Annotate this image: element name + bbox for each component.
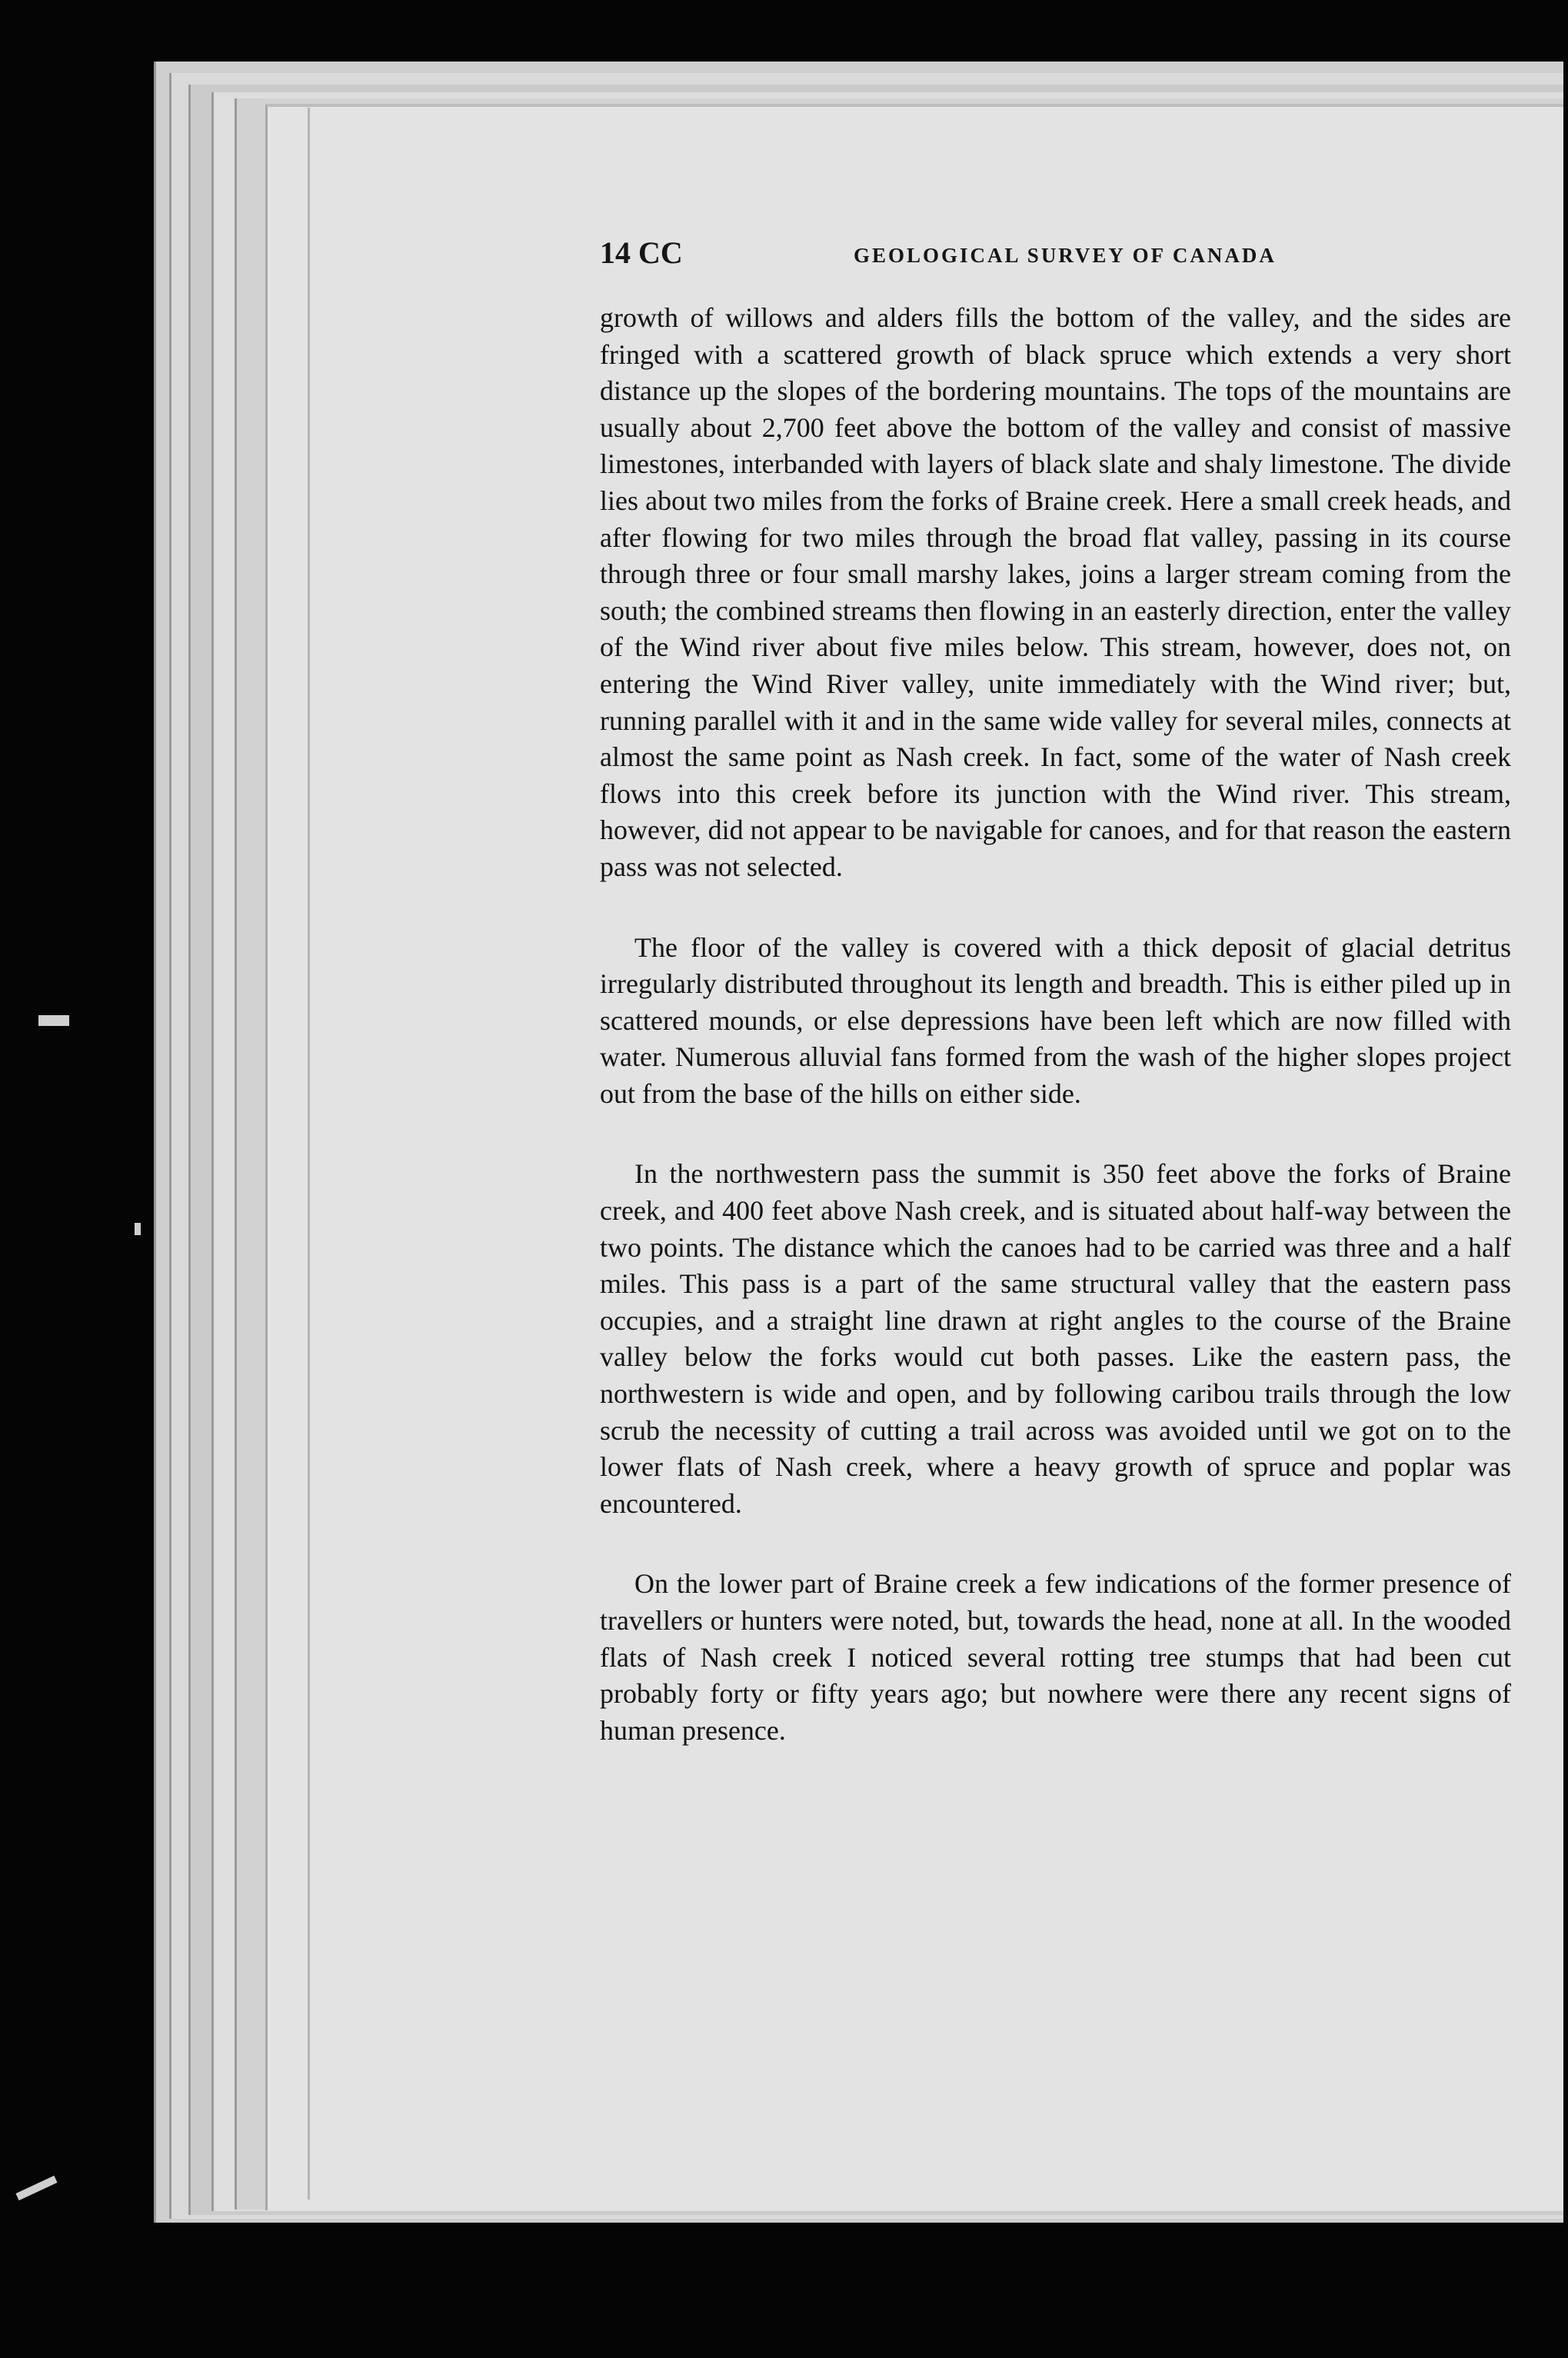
paragraph: On the lower part of Braine creek a few indications of the former presence of travellers or hunters were noted, but, towards the head, none at all. In the wooded flats of Nash creek I noticed several rotting tree stumps that had been cut probably forty or fifty years ago; but nowhere were there any recent signs of human presence. xyxy=(600,1568,1511,1746)
paragraph: growth of willows and alders fills the bottom of the valley, and the sides are fringed with a scattered growth of black spruce which extends a very short distance up the slopes of the bordering mountains. The tops of the mountains are usually about 2,700 feet above the bottom of the valley and consist of massive limestones, interbanded with layers of black slate and shaly limestone. The divide lies about two miles from the forks of Braine creek. Here a small creek heads, and after flowing for two miles through the broad flat valley, passing in its course through three or four small marshy lakes, joins a larger stream coming from the south; the combined streams then flowing in an easterly direction, enter the valley of the Wind river about five miles below. This stream, however, does not, on entering the Wind River valley, unite immediately with the Wind river; but, running parallel with it and in the same wide valley for several miles, connects at almost the same point as Nash creek. In fact, some of the water of Nash creek flows into this creek before its junction with the Wind river. This stream, however, did not appear to be navigable for canoes, and for that reason the eastern pass was not selected. xyxy=(600,302,1511,882)
page-number: 14 CC xyxy=(600,235,683,270)
scan-artifact xyxy=(38,1015,69,1026)
scan-artifact xyxy=(135,1223,141,1235)
page-fold-line xyxy=(308,108,310,2200)
paragraph: The floor of the valley is covered with a thick deposit of glacial detritus irregularly distributed throughout its length and breadth. This is either piled up in scattered mounds, or else depressions have been left which are now filled with water. Numerous alluvial fans formed from the wash of the higher slopes project out from the base of the hills on either side. xyxy=(600,931,1511,1109)
page-header xyxy=(600,235,1523,281)
running-head: GEOLOGICAL SURVEY OF CANADA xyxy=(854,244,1277,267)
scan-artifact xyxy=(15,2176,57,2200)
paragraph: In the northwestern pass the summit is 350 feet above the forks of Braine creek, and 400 feet above Nash creek, and is situated about half-way between the two points. The distance which the canoes had to be carried was three and a half miles. This pass is a part of the same structural valley that the eastern pass occupies, and a straight line drawn at right angles to the course of the Braine valley below the forks would cut both passes. Like the eastern pass, the northwestern is wide and open, and by following caribou trails through the low scrub the necessity of cutting a trail across was avoided until we got on to the lower flats of Nash creek, where a heavy growth of spruce and poplar was encountered. xyxy=(600,1158,1511,1519)
body-text xyxy=(600,300,1511,1793)
